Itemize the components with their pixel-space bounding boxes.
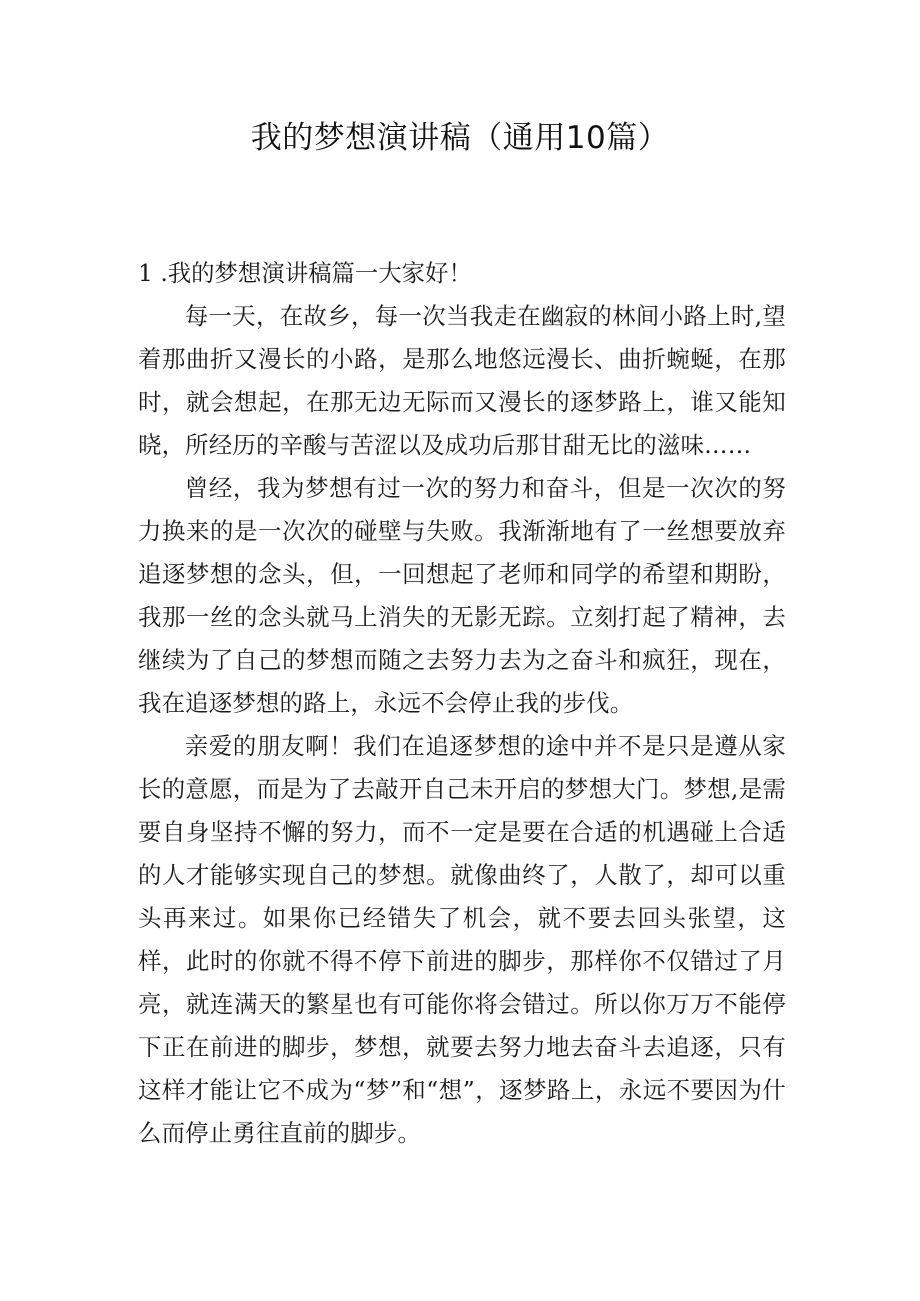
- section-heading: 1 .我的梦想演讲稿篇一大家好！: [138, 259, 472, 287]
- body-paragraph-3: 亲爱的朋友啊！我们在追逐梦想的途中并不是只是遵从家长的意愿，而是为了去敲开自己未开启的梦想大门。梦想,是需要自身坚持不懈的努力，而不一定是要在合适的机遇碰上合适的人才能够实现自己的梦想。就像曲终了，人散了，却可以重头再来过。如果你已经错失了机会，就不要去回头张望，这样，此时的你就不得不停下前进的脚步，那样你不仅错过了月亮，就连满天的繁星也有可能你将会错过。所以你万万不能停下正在前进的脚步，梦想，就要去努力地去奋斗去追逐，只有这样才能让它不成为“梦”和“想”，逐梦路上，永远不要因为什么而停止勇往直前的脚步。: [138, 732, 786, 1147]
- document-body: [138, 252, 786, 1155]
- body-paragraph-1: 每一天，在故乡，每一次当我走在幽寂的林间小路上时,望着那曲折又漫长的小路，是那么地悠远漫长、曲折蜿蜒，在那时，就会想起，在那无边无际而又漫长的逐梦路上，谁又能知晓，所经历的辛酸与苦涩以及成功后那甘甜无比的滋味……: [138, 302, 786, 459]
- body-paragraph-2: 曾经，我为梦想有过一次的努力和奋斗，但是一次次的努力换来的是一次次的碰壁与失败。我渐渐地有了一丝想要放弃追逐梦想的念头，但，一回想起了老师和同学的希望和期盼，我那一丝的念头就马上消失的无影无踪。立刻打起了精神，去继续为了自己的梦想而随之去努力去为之奋斗和疯狂，现在，我在追逐梦想的路上，永远不会停止我的步伐。: [138, 474, 786, 717]
- document-title: 我的梦想演讲稿（通用10篇）: [250, 120, 670, 156]
